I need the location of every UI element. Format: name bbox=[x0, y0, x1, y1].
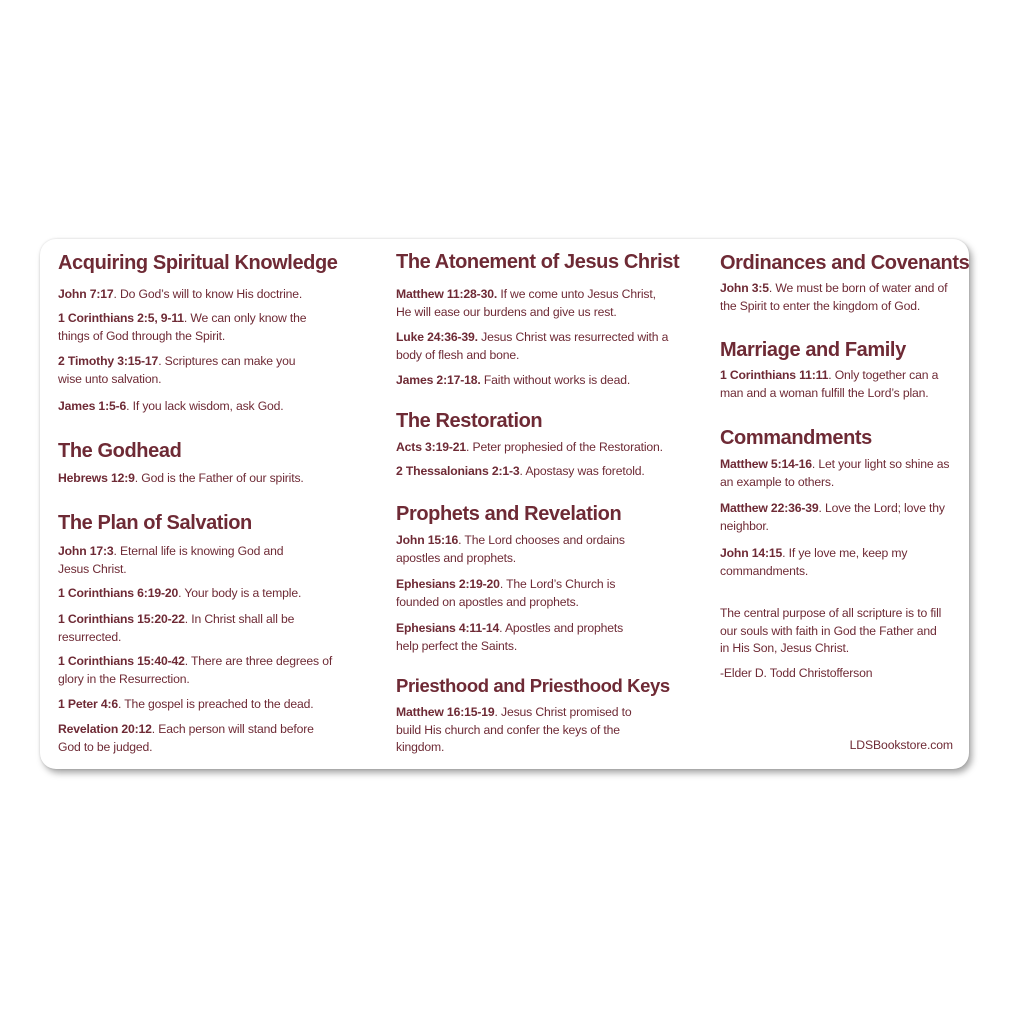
scripture-reference: 1 Corinthians 6:19-20 bbox=[58, 586, 179, 600]
scripture-summary: . Only together can a man and a woman fulfill the Lord’s plan. bbox=[720, 368, 939, 400]
scripture-summary: . The gospel is preached to the dead. bbox=[118, 697, 314, 711]
scripture-reference: 2 Thessalonians 2:1-3 bbox=[396, 464, 520, 478]
scripture-entry bbox=[720, 545, 935, 580]
scripture-summary: If we come unto Jesus Christ, He will ease our burdens and give us rest. bbox=[396, 287, 656, 319]
scripture-entry bbox=[58, 653, 333, 688]
section-title-priesthood-keys: Priesthood and Priesthood Keys bbox=[396, 675, 670, 696]
scripture-entry bbox=[720, 500, 960, 535]
scripture-summary: . Apostles and prophets help perfect the Saints. bbox=[396, 621, 624, 653]
scripture-summary: . The Lord’s Church is founded on apostles and prophets. bbox=[396, 577, 616, 609]
scripture-reference: James 1:5-6 bbox=[58, 399, 127, 413]
section-title-the-godhead: The Godhead bbox=[58, 440, 182, 462]
scripture-entry bbox=[396, 463, 686, 481]
scripture-reference: John 15:16 bbox=[396, 533, 459, 547]
scripture-summary: . Scriptures can make you wise unto salvation. bbox=[58, 354, 296, 386]
scripture-summary: . If ye love me, keep my commandments. bbox=[720, 546, 908, 578]
scripture-reference: 2 Timothy 3:15-17 bbox=[58, 354, 159, 368]
scripture-card bbox=[40, 239, 969, 769]
scripture-entry bbox=[396, 439, 686, 457]
scripture-reference: Ephesians 2:19-20 bbox=[396, 577, 500, 591]
website-label: LDSBookstore.com bbox=[849, 738, 953, 752]
scripture-entry bbox=[58, 611, 318, 646]
section-title-marriage-and-family: Marriage and Family bbox=[720, 339, 906, 361]
scripture-summary: Faith without works is dead. bbox=[480, 373, 631, 387]
scripture-entry bbox=[396, 620, 636, 655]
scripture-entry bbox=[396, 329, 671, 364]
scripture-entry bbox=[58, 470, 348, 488]
scripture-reference: 1 Peter 4:6 bbox=[58, 697, 119, 711]
scripture-entry bbox=[396, 286, 671, 321]
section-title-acquiring-spiritual-knowledge: Acquiring Spiritual Knowledge bbox=[58, 252, 338, 274]
scripture-reference: Matthew 11:28-30. bbox=[396, 287, 498, 301]
scripture-entry bbox=[58, 696, 348, 714]
section-title-plan-of-salvation: The Plan of Salvation bbox=[58, 512, 252, 534]
scripture-entry bbox=[58, 286, 348, 304]
scripture-entry bbox=[720, 367, 955, 402]
section-title-ordinances-and-covenants: Ordinances and Covenants bbox=[720, 252, 970, 274]
scripture-summary: Jesus Christ was resurrected with a body of flesh and bone. bbox=[396, 330, 669, 362]
scripture-reference: Ephesians 4:11-14 bbox=[396, 621, 500, 635]
scripture-reference: 1 Corinthians 15:40-42 bbox=[58, 654, 185, 668]
scripture-summary: . Peter prophesied of the Restoration. bbox=[466, 440, 663, 454]
scripture-reference: Matthew 22:36-39 bbox=[720, 501, 819, 515]
scripture-reference: John 3:5 bbox=[720, 281, 769, 295]
scripture-summary: . We must be born of water and of the Spirit to enter the kingdom of God. bbox=[720, 281, 948, 313]
scripture-entry bbox=[58, 721, 328, 756]
scripture-summary: . Let your light so shine as an example to others. bbox=[720, 457, 950, 489]
scripture-summary: . Jesus Christ promised to build His church and confer the keys of the kingdom. bbox=[396, 705, 632, 754]
scripture-reference: Matthew 5:14-16 bbox=[720, 457, 812, 471]
scripture-entry bbox=[58, 398, 348, 416]
section-title-commandments: Commandments bbox=[720, 427, 872, 449]
scripture-reference: Hebrews 12:9 bbox=[58, 471, 135, 485]
quote-attribution: -Elder D. Todd Christofferson bbox=[720, 666, 873, 680]
scripture-entry bbox=[720, 456, 960, 491]
section-title-prophets-and-revelation: Prophets and Revelation bbox=[396, 503, 622, 525]
scripture-entry bbox=[58, 543, 298, 578]
scripture-summary: . Apostasy was foretold. bbox=[519, 464, 645, 478]
scripture-reference: 1 Corinthians 11:11 bbox=[720, 368, 829, 382]
scripture-entry bbox=[396, 372, 686, 390]
scripture-summary: . God is the Father of our spirits. bbox=[134, 471, 304, 485]
section-title-atonement: The Atonement of Jesus Christ bbox=[396, 251, 680, 273]
scripture-entry bbox=[396, 532, 641, 567]
closing-quote: The central purpose of all scripture is to fill our souls with faith in God the Father and in His Son, Jesus Christ. bbox=[720, 606, 942, 655]
scripture-reference: John 7:17 bbox=[58, 287, 114, 301]
scripture-reference: John 17:3 bbox=[58, 544, 114, 558]
scripture-summary: . Do God’s will to know His doctrine. bbox=[113, 287, 303, 301]
scripture-reference: Matthew 16:15-19 bbox=[396, 705, 495, 719]
scripture-reference: Luke 24:36-39. bbox=[396, 330, 478, 344]
scripture-reference: Revelation 20:12 bbox=[58, 722, 152, 736]
scripture-summary: . We can only know the things of God through the Spirit. bbox=[58, 311, 307, 343]
scripture-summary: . The Lord chooses and ordains apostles and prophets. bbox=[396, 533, 625, 565]
scripture-entry bbox=[58, 310, 318, 345]
scripture-reference: John 14:15 bbox=[720, 546, 783, 560]
scripture-reference: 1 Corinthians 2:5, 9-11 bbox=[58, 311, 184, 325]
section-title-restoration: The Restoration bbox=[396, 410, 543, 432]
scripture-summary: . Your body is a temple. bbox=[178, 586, 302, 600]
scripture-summary: . Love the Lord; love thy neighbor. bbox=[720, 501, 945, 533]
scripture-summary: . There are three degrees of glory in the Resurrection. bbox=[58, 654, 333, 686]
scripture-reference: 1 Corinthians 15:20-22 bbox=[58, 612, 185, 626]
scripture-summary: . Each person will stand before God to be judged. bbox=[58, 722, 314, 754]
scripture-entry bbox=[396, 576, 636, 611]
scripture-reference: Acts 3:19-21 bbox=[396, 440, 467, 454]
scripture-summary: . If you lack wisdom, ask God. bbox=[126, 399, 284, 413]
scripture-summary: . In Christ shall all be resurrected. bbox=[58, 612, 295, 644]
scripture-entry bbox=[58, 353, 308, 388]
scripture-reference: James 2:17-18. bbox=[396, 373, 481, 387]
scripture-entry bbox=[58, 585, 348, 603]
scripture-entry bbox=[720, 280, 960, 315]
scripture-entry bbox=[396, 704, 644, 757]
scripture-summary: . Eternal life is knowing God and Jesus Christ. bbox=[58, 544, 284, 576]
